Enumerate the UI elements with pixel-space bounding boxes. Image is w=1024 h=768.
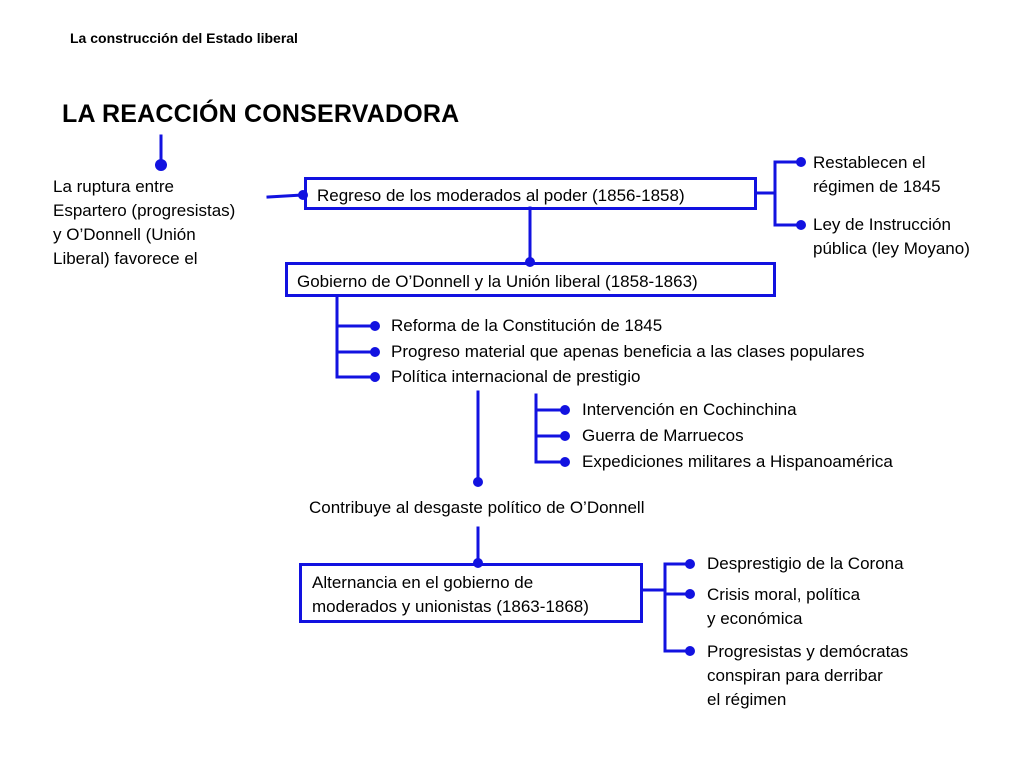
dot-desgaste	[473, 477, 483, 487]
dot-box3-b1	[685, 559, 695, 569]
alternancia-point-line: conspiran para derribar	[707, 666, 883, 685]
box-moderados	[304, 177, 757, 210]
box-odonnell	[285, 262, 776, 297]
moderados-point-line: Ley de Instrucción	[813, 215, 951, 234]
dot-box2-b3	[370, 372, 380, 382]
odonnell-point: Progreso material que apenas beneficia a las clases populares	[391, 342, 865, 361]
alternancia-point-line: Crisis moral, política	[707, 585, 861, 604]
moderados-point-line: régimen de 1845	[813, 177, 941, 196]
dot-title	[155, 159, 167, 171]
international-point: Guerra de Marruecos	[582, 426, 744, 445]
odonnell-point: Política internacional de prestigio	[391, 367, 641, 386]
intro-line: Espartero (progresistas)	[53, 201, 236, 220]
alternancia-point-line: Desprestigio de la Corona	[707, 554, 904, 573]
box-odonnell-label: Gobierno de O’Donnell y la Unión liberal (1858-1863)	[297, 272, 698, 291]
dot-box3-b3	[685, 646, 695, 656]
connector-intro	[268, 195, 303, 197]
moderados-point-line: Restablecen el	[813, 153, 926, 172]
international-point: Expediciones militares a Hispanoamérica	[582, 452, 893, 471]
page-title: LA REACCIÓN CONSERVADORA	[62, 100, 460, 128]
moderados-point-line: pública (ley Moyano)	[813, 239, 970, 258]
intro-line: y O’Donnell (Unión	[53, 225, 196, 244]
dot-box3-b2	[685, 589, 695, 599]
box-alternancia-line: moderados y unionistas (1863-1868)	[312, 597, 589, 616]
intro-line: La ruptura entre	[53, 177, 174, 196]
dot-box2-b2	[370, 347, 380, 357]
international-point: Intervención en Cochinchina	[582, 400, 797, 419]
box-alternancia-line: Alternancia en el gobierno de	[312, 573, 534, 592]
dot-box1-bottom	[796, 220, 806, 230]
intro-line: Liberal) favorece el	[53, 249, 198, 268]
dot-box2-b1	[370, 321, 380, 331]
section-header: La construcción del Estado liberal	[70, 30, 298, 46]
alternancia-point-line: y económica	[707, 609, 803, 628]
odonnell-point: Reforma de la Constitución de 1845	[391, 316, 663, 335]
box-moderados-label: Regreso de los moderados al poder (1856-1858)	[317, 186, 685, 205]
dot-box1-top	[796, 157, 806, 167]
dot-intl-b3	[560, 457, 570, 467]
alternancia-point-line: el régimen	[707, 690, 787, 709]
dot-intl-b1	[560, 405, 570, 415]
desgaste-text: Contribuye al desgaste político de O’Donnell	[309, 498, 645, 517]
box-alternancia	[299, 563, 643, 623]
dot-intl-b2	[560, 431, 570, 441]
alternancia-point-line: Progresistas y demócratas	[707, 642, 909, 661]
